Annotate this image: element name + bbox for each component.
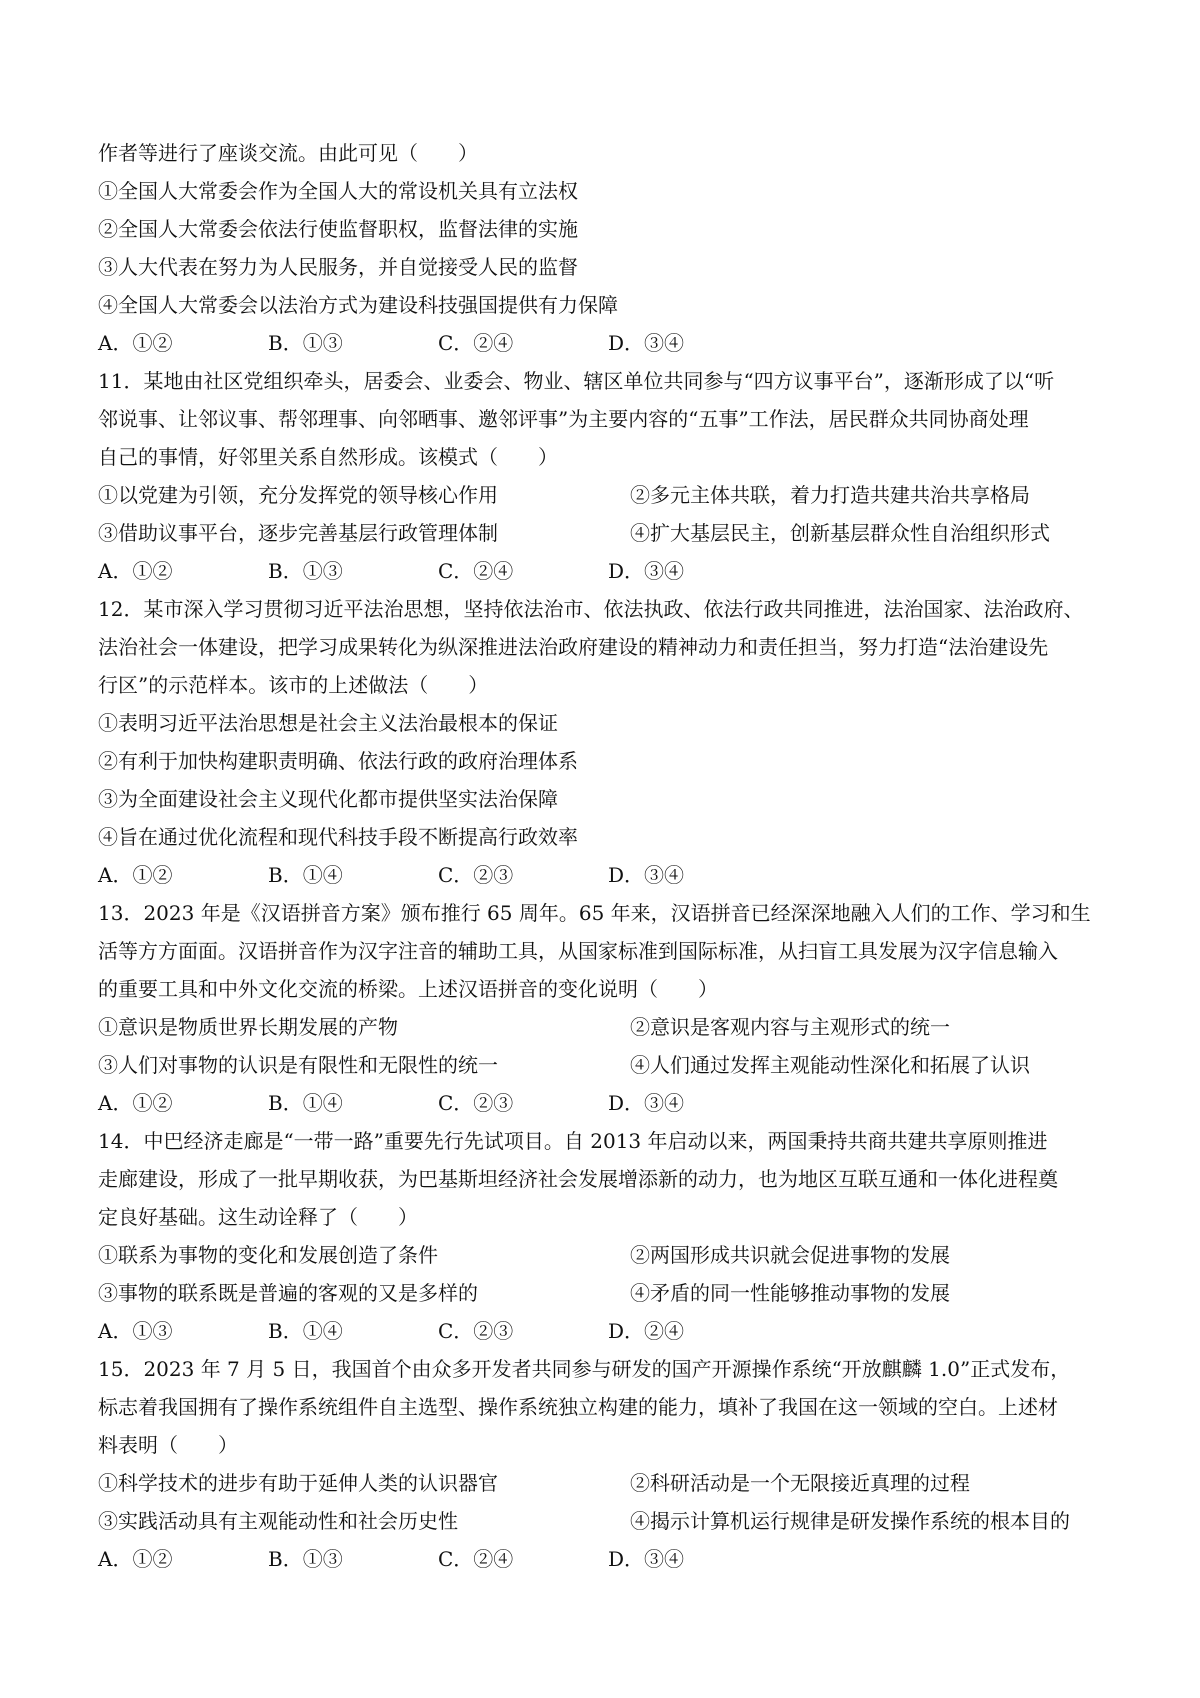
answer-b: B．①④ — [268, 1319, 343, 1343]
question-stem — [98, 1350, 1110, 1464]
stem-line: 11．某地由社区党组织牵头，居委会、业委会、物业、辖区单位共同参与“四方议事平台”，逐渐形成了以“听 — [98, 369, 1055, 393]
option-3: ③人们对事物的认识是有限性和无限性的统一 — [98, 1053, 498, 1077]
answer-c: C．②③ — [438, 1319, 514, 1343]
option-4: ④扩大基层民主，创新基层群众性自治组织形式 — [630, 521, 1050, 545]
answer-a: A．①② — [98, 331, 173, 355]
answer-c: C．②④ — [438, 559, 514, 583]
stem-line: 作者等进行了座谈交流。由此可见（ ） — [98, 141, 478, 165]
option-3: ③为全面建设社会主义现代化都市提供坚实法治保障 — [98, 787, 558, 811]
stem-line: 法治社会一体建设，把学习成果转化为纵深推进法治政府建设的精神动力和责任担当，努力打造“法治建设先 — [98, 635, 1049, 659]
option-3: ③事物的联系既是普遍的客观的又是多样的 — [98, 1281, 478, 1305]
option-2: ②全国人大常委会依法行使监督职权，监督法律的实施 — [98, 217, 578, 241]
answer-choices — [98, 552, 1110, 590]
option-1: ①表明习近平法治思想是社会主义法治最根本的保证 — [98, 711, 558, 735]
option-4: ④旨在通过优化流程和现代科技手段不断提高行政效率 — [98, 825, 578, 849]
answer-b: B．①③ — [268, 1547, 343, 1571]
stem-line: 行区”的示范样本。该市的上述做法（ ） — [98, 673, 489, 697]
stem-line: 12．某市深入学习贯彻习近平法治思想，坚持依法治市、依法执政、依法行政共同推进，法治国家、法治政府、 — [98, 597, 1084, 621]
answer-d: D．③④ — [608, 331, 685, 355]
option-4: ④人们通过发挥主观能动性深化和拓展了认识 — [630, 1053, 1030, 1077]
exam-page — [98, 134, 1110, 1578]
answer-a: A．①② — [98, 1547, 173, 1571]
answer-a: A．①③ — [98, 1319, 173, 1343]
option-list — [98, 1236, 1110, 1312]
option-2: ②有利于加快构建职责明确、依法行政的政府治理体系 — [98, 749, 578, 773]
answer-b: B．①④ — [268, 1091, 343, 1115]
stem-line: 15．2023 年 7 月 5 日，我国首个由众多开发者共同参与研发的国产开源操作系统“开放麒麟 1.0”正式发布， — [98, 1357, 1071, 1381]
option-list — [98, 172, 1110, 324]
stem-line: 13．2023 年是《汉语拼音方案》颁布推行 65 周年。65 年来，汉语拼音已经深深地融入人们的工作、学习和生 — [98, 901, 1091, 925]
stem-line: 邻说事、让邻议事、帮邻理事、向邻晒事、邀邻评事”为主要内容的“五事”工作法，居民群众共同协商处理 — [98, 407, 1029, 431]
question-13 — [98, 894, 1110, 1122]
answer-c: C．②③ — [438, 1091, 514, 1115]
answer-b: B．①③ — [268, 331, 343, 355]
option-2: ②意识是客观内容与主观形式的统一 — [630, 1015, 950, 1039]
question-10 — [98, 134, 1110, 362]
stem-line: 自己的事情，好邻里关系自然形成。该模式（ ） — [98, 445, 558, 469]
option-3: ③实践活动具有主观能动性和社会历史性 — [98, 1509, 458, 1533]
option-4: ④揭示计算机运行规律是研发操作系统的根本目的 — [630, 1509, 1070, 1533]
stem-line: 料表明（ ） — [98, 1433, 238, 1457]
answer-a: A．①② — [98, 559, 173, 583]
question-stem — [98, 894, 1110, 1008]
question-stem — [98, 1122, 1110, 1236]
option-1: ①全国人大常委会作为全国人大的常设机关具有立法权 — [98, 179, 578, 203]
option-list — [98, 1008, 1110, 1084]
option-1: ①意识是物质世界长期发展的产物 — [98, 1015, 398, 1039]
answer-choices — [98, 1084, 1110, 1122]
question-stem — [98, 362, 1110, 476]
option-2: ②两国形成共识就会促进事物的发展 — [630, 1243, 950, 1267]
option-1: ①联系为事物的变化和发展创造了条件 — [98, 1243, 438, 1267]
option-2: ②科研活动是一个无限接近真理的过程 — [630, 1471, 970, 1495]
option-1: ①科学技术的进步有助于延伸人类的认识器官 — [98, 1471, 498, 1495]
option-2: ②多元主体共联，着力打造共建共治共享格局 — [630, 483, 1030, 507]
option-list — [98, 704, 1110, 856]
answer-c: C．②③ — [438, 863, 514, 887]
answer-choices — [98, 1540, 1110, 1578]
option-4: ④全国人大常委会以法治方式为建设科技强国提供有力保障 — [98, 293, 618, 317]
answer-d: D．③④ — [608, 863, 685, 887]
answer-c: C．②④ — [438, 331, 514, 355]
stem-line: 的重要工具和中外文化交流的桥梁。上述汉语拼音的变化说明（ ） — [98, 977, 718, 1001]
question-stem — [98, 590, 1110, 704]
option-4: ④矛盾的同一性能够推动事物的发展 — [630, 1281, 950, 1305]
option-list — [98, 1464, 1110, 1540]
answer-a: A．①② — [98, 1091, 173, 1115]
answer-b: B．①④ — [268, 863, 343, 887]
stem-line: 14．中巴经济走廊是“一带一路”重要先行先试项目。自 2013 年启动以来，两国秉持共商共建共享原则推进 — [98, 1129, 1048, 1153]
question-11 — [98, 362, 1110, 590]
stem-line: 活等方方面面。汉语拼音作为汉字注音的辅助工具，从国家标准到国际标准，从扫盲工具发展为汉字信息输入 — [98, 939, 1058, 963]
answer-c: C．②④ — [438, 1547, 514, 1571]
option-3: ③人大代表在努力为人民服务，并自觉接受人民的监督 — [98, 255, 578, 279]
answer-a: A．①② — [98, 863, 173, 887]
answer-d: D．③④ — [608, 1547, 685, 1571]
answer-d: D．③④ — [608, 1091, 685, 1115]
option-3: ③借助议事平台，逐步完善基层行政管理体制 — [98, 521, 498, 545]
answer-choices — [98, 1312, 1110, 1350]
question-15 — [98, 1350, 1110, 1578]
stem-line: 定良好基础。这生动诠释了（ ） — [98, 1205, 418, 1229]
question-12 — [98, 590, 1110, 894]
answer-d: D．②④ — [608, 1319, 685, 1343]
answer-b: B．①③ — [268, 559, 343, 583]
option-list — [98, 476, 1110, 552]
stem-line: 走廊建设，形成了一批早期收获，为巴基斯坦经济社会发展增添新的动力，也为地区互联互通和一体化进程奠 — [98, 1167, 1058, 1191]
answer-choices — [98, 856, 1110, 894]
answer-d: D．③④ — [608, 559, 685, 583]
stem-line: 标志着我国拥有了操作系统组件自主选型、操作系统独立构建的能力，填补了我国在这一领域的空白。上述材 — [98, 1395, 1058, 1419]
question-stem — [98, 134, 1110, 172]
answer-choices — [98, 324, 1110, 362]
question-14 — [98, 1122, 1110, 1350]
option-1: ①以党建为引领，充分发挥党的领导核心作用 — [98, 483, 498, 507]
